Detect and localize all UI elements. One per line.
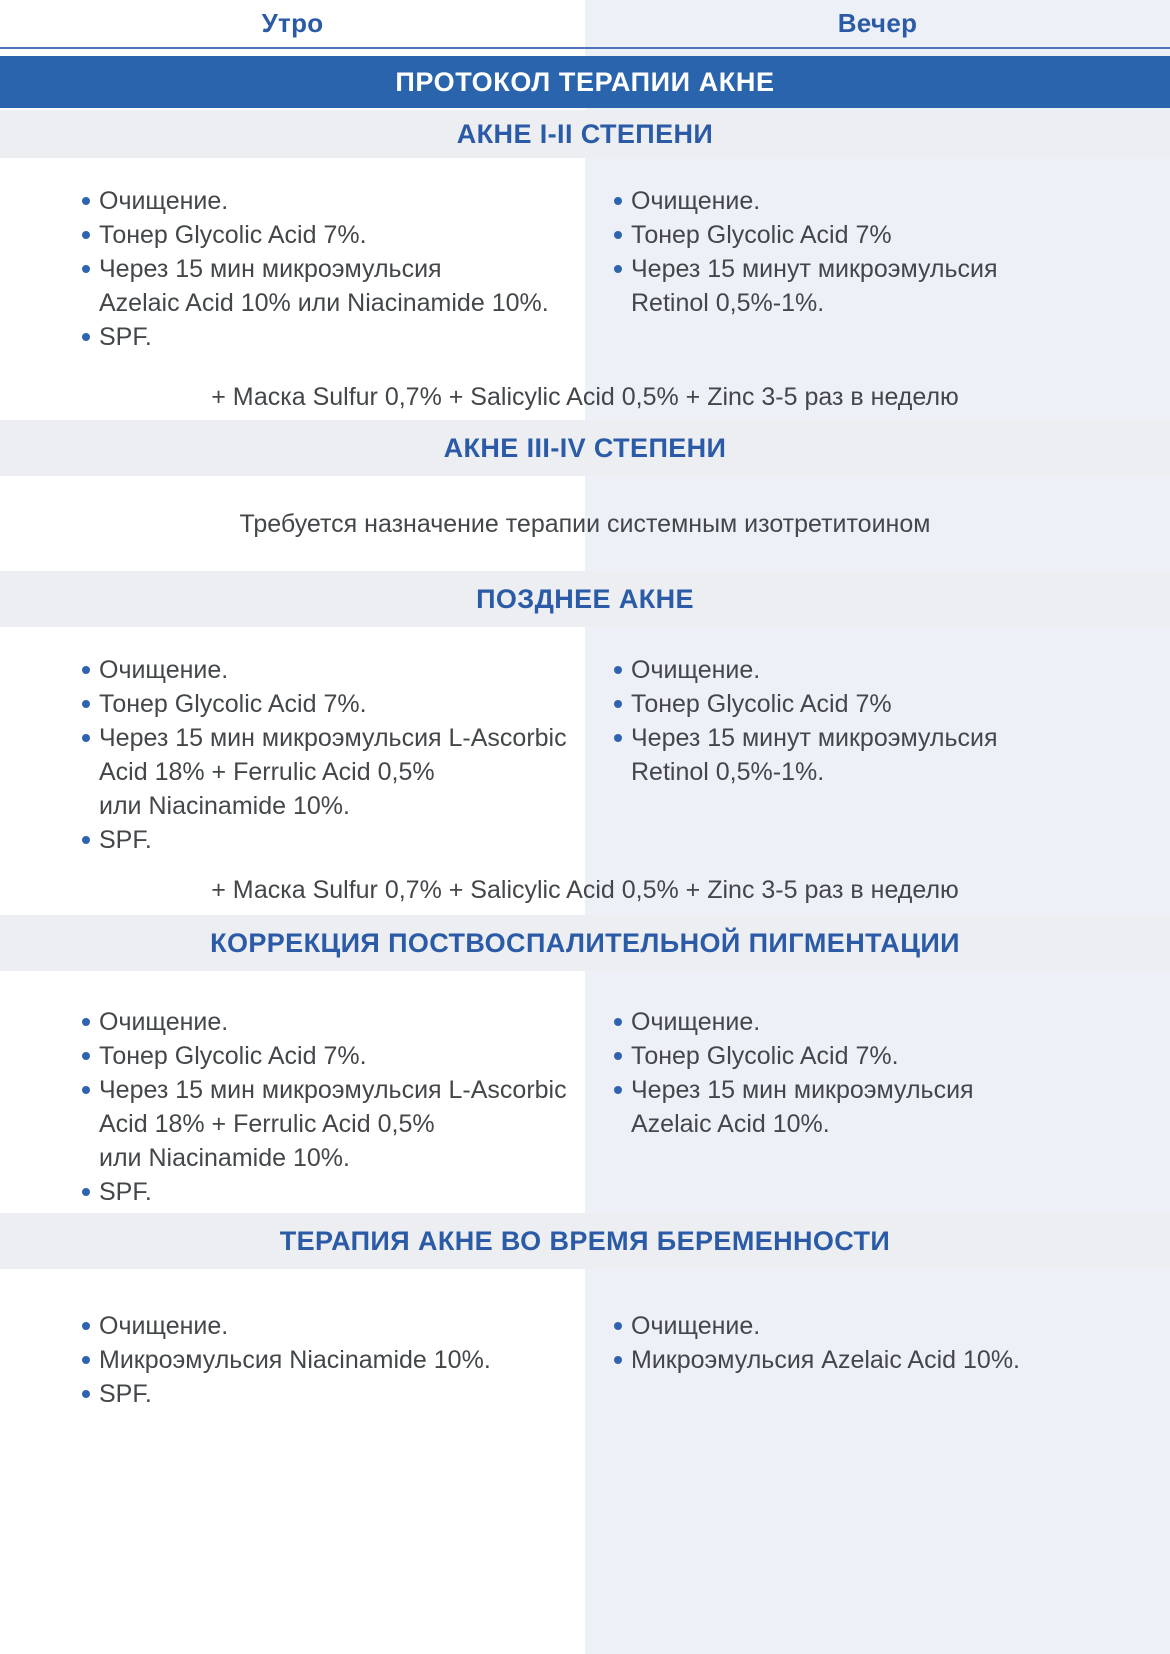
list-item	[612, 1005, 1157, 1039]
list-item-line: Через 15 мин микроэмульсия L-Ascorbic	[99, 1076, 567, 1104]
section-heading-band	[0, 110, 1170, 158]
list-item	[612, 1343, 1157, 1377]
list-item-line: SPF.	[99, 826, 152, 854]
morning-list	[80, 1309, 580, 1411]
section-heading-band	[0, 1213, 1170, 1269]
list-item-line: Через 15 минут микроэмульсия	[631, 255, 998, 283]
morning-list	[80, 184, 580, 354]
protocol-section	[0, 1213, 1170, 1411]
list-item-line: Очищение.	[631, 1312, 761, 1340]
evening-list	[612, 1005, 1157, 1141]
section-columns	[0, 1309, 1170, 1411]
list-item	[80, 1005, 580, 1039]
section-heading: АКНЕ I-II СТЕПЕНИ	[456, 118, 714, 149]
list-item-line: SPF.	[99, 323, 152, 351]
morning-column	[0, 1309, 585, 1411]
list-item	[612, 1039, 1157, 1073]
evening-column	[585, 184, 1170, 354]
evening-list	[612, 1309, 1157, 1377]
list-item	[80, 1309, 580, 1343]
section-columns	[0, 184, 1170, 354]
list-item-line: Тонер Glycolic Acid 7%	[631, 690, 892, 718]
section-heading: АКНЕ III-IV СТЕПЕНИ	[443, 432, 727, 463]
list-item-line: Тонер Glycolic Acid 7%	[631, 221, 892, 249]
list-item	[80, 320, 580, 354]
list-item	[612, 184, 1157, 218]
list-item-line: Очищение.	[99, 187, 229, 215]
section-note: + Маска Sulfur 0,7% + Salicylic Acid 0,5% + Zinc 3-5 раз в неделю	[211, 876, 959, 904]
title-banner	[0, 56, 1170, 108]
list-item-line: или Niacinamide 10%.	[99, 1144, 350, 1172]
section-heading: КОРРЕКЦИЯ ПОСТВОСПАЛИТЕЛЬНОЙ ПИГМЕНТАЦИИ	[210, 927, 960, 958]
morning-list	[80, 653, 580, 857]
list-item-line: Очищение.	[631, 1008, 761, 1036]
section-heading: ПОЗДНЕЕ АКНЕ	[476, 583, 694, 614]
evening-column	[585, 653, 1170, 857]
list-item-line: Acid 18% + Ferrulic Acid 0,5%	[99, 1110, 435, 1138]
list-item-line: Тонер Glycolic Acid 7%.	[631, 1042, 899, 1070]
morning-list	[80, 1005, 580, 1209]
list-item	[80, 653, 580, 687]
protocol-section	[0, 420, 1170, 541]
list-item-line: Очищение.	[631, 656, 761, 684]
list-item	[80, 1073, 580, 1175]
list-item	[80, 1343, 580, 1377]
list-item-line: Azelaic Acid 10% или Niacinamide 10%.	[99, 289, 549, 317]
list-item-line: SPF.	[99, 1380, 152, 1408]
list-item	[80, 687, 580, 721]
list-item-line: Через 15 минут микроэмульсия	[631, 724, 998, 752]
section-heading: ТЕРАПИЯ АКНЕ ВО ВРЕМЯ БЕРЕМЕННОСТИ	[279, 1225, 891, 1256]
section-heading-band	[0, 420, 1170, 476]
protocol-section	[0, 571, 1170, 907]
section-heading-band	[0, 915, 1170, 971]
list-item-line: Тонер Glycolic Acid 7%.	[99, 1042, 367, 1070]
list-item-line: Микроэмульсия Niacinamide 10%.	[99, 1346, 491, 1374]
list-item	[612, 1073, 1157, 1141]
list-item	[80, 184, 580, 218]
list-item	[80, 1175, 580, 1209]
sections-container	[0, 110, 1170, 1411]
protocol-section	[0, 110, 1170, 414]
list-item	[80, 218, 580, 252]
list-item-line: Retinol 0,5%-1%.	[631, 758, 825, 786]
list-item-line: Микроэмульсия Azelaic Acid 10%.	[631, 1346, 1020, 1374]
morning-column-header: Утро	[261, 8, 324, 38]
list-item	[80, 1039, 580, 1073]
list-item	[612, 653, 1157, 687]
morning-column	[0, 184, 585, 354]
section-heading-band	[0, 571, 1170, 627]
evening-column	[585, 1005, 1170, 1209]
evening-column	[585, 1309, 1170, 1411]
list-item-line: Azelaic Acid 10%.	[631, 1110, 830, 1138]
list-item	[612, 1309, 1157, 1343]
section-columns	[0, 1005, 1170, 1209]
list-item-line: Очищение.	[631, 187, 761, 215]
list-item	[80, 1377, 580, 1411]
evening-list	[612, 184, 1157, 320]
list-item	[80, 823, 580, 857]
list-item-line: Через 15 мин микроэмульсия L-Ascorbic	[99, 724, 567, 752]
morning-column	[0, 653, 585, 857]
protocol-section	[0, 915, 1170, 1209]
evening-list	[612, 653, 1157, 789]
list-item	[612, 687, 1157, 721]
list-item-line: Очищение.	[99, 1312, 229, 1340]
morning-column	[0, 1005, 585, 1209]
list-item-line: Retinol 0,5%-1%.	[631, 289, 825, 317]
list-item-line: или Niacinamide 10%.	[99, 792, 350, 820]
list-item	[612, 218, 1157, 252]
section-note: + Маска Sulfur 0,7% + Salicylic Acid 0,5% + Zinc 3-5 раз в неделю	[211, 383, 959, 411]
list-item	[80, 252, 580, 320]
page-title: ПРОТОКОЛ ТЕРАПИИ АКНЕ	[395, 66, 775, 97]
list-item-line: Acid 18% + Ferrulic Acid 0,5%	[99, 758, 435, 786]
evening-column-header: Вечер	[837, 8, 918, 38]
list-item	[80, 721, 580, 823]
list-item	[612, 252, 1157, 320]
section-columns	[0, 653, 1170, 857]
list-item-line: Тонер Glycolic Acid 7%.	[99, 690, 367, 718]
list-item-line: Очищение.	[99, 1008, 229, 1036]
list-item-line: Через 15 мин микроэмульсия	[631, 1076, 974, 1104]
list-item-line: Тонер Glycolic Acid 7%.	[99, 221, 367, 249]
list-item-line: Через 15 мин микроэмульсия	[99, 255, 442, 283]
column-headers-row	[0, 0, 1170, 49]
list-item	[612, 721, 1157, 789]
list-item-line: SPF.	[99, 1178, 152, 1206]
section-body-text: Требуется назначение терапии системным изотретитоином	[239, 510, 931, 538]
list-item-line: Очищение.	[99, 656, 229, 684]
